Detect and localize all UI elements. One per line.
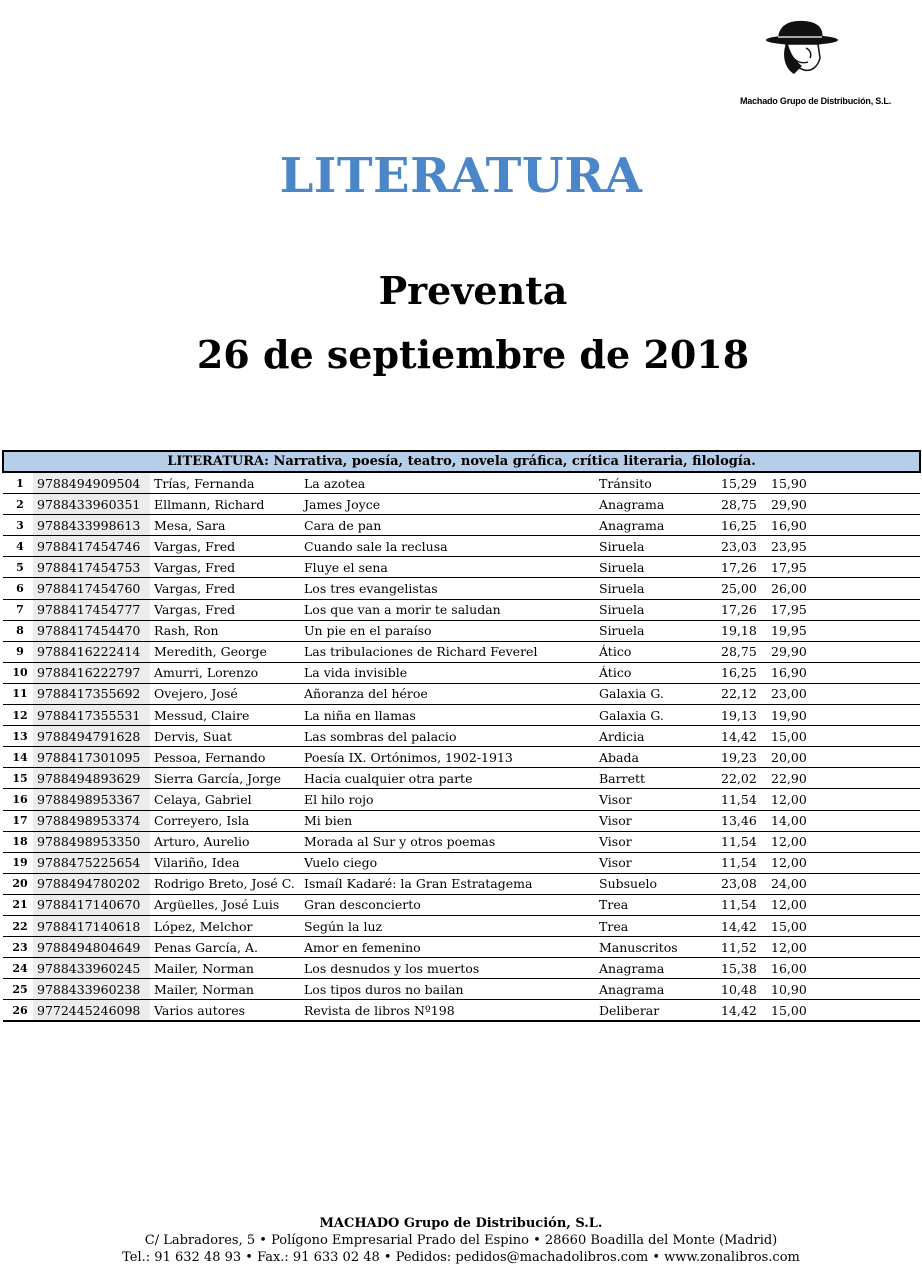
price-cell: 12,00: [767, 894, 920, 915]
price-cell: 14,00: [767, 810, 920, 831]
publisher-cell: Galaxia G.: [595, 683, 717, 704]
isbn-cell: 9788494909504: [33, 472, 150, 494]
isbn-cell: 9788417140670: [33, 894, 150, 915]
table-body: [3, 472, 920, 1021]
publisher-cell: Ático: [595, 641, 717, 662]
publisher-cell: Deliberar: [595, 1000, 717, 1022]
author-cell: Correyero, Isla: [150, 810, 300, 831]
logo-caption: Machado Grupo de Distribución, S.L.: [740, 96, 892, 106]
isbn-cell: 9788416222414: [33, 641, 150, 662]
title-cell: La vida invisible: [300, 662, 595, 683]
isbn-cell: 9788433960238: [33, 979, 150, 1000]
price-cell: 12,00: [767, 937, 920, 958]
publisher-cell: Trea: [595, 894, 717, 915]
table-row: [3, 705, 920, 726]
row-number: 17: [3, 810, 33, 831]
company-logo: [740, 18, 892, 106]
row-number: 3: [3, 515, 33, 536]
publisher-cell: Visor: [595, 789, 717, 810]
isbn-cell: 9788498953374: [33, 810, 150, 831]
isbn-cell: 9788498953367: [33, 789, 150, 810]
publisher-cell: Galaxia G.: [595, 705, 717, 726]
price-net-cell: 25,00: [717, 578, 767, 599]
title-cell: Los desnudos y los muertos: [300, 958, 595, 979]
author-cell: Vargas, Fred: [150, 536, 300, 557]
table-row: [3, 789, 920, 810]
author-cell: Pessoa, Fernando: [150, 747, 300, 768]
author-cell: Rodrigo Breto, José C.: [150, 873, 300, 894]
title-cell: Añoranza del héroe: [300, 683, 595, 704]
table-row: [3, 1000, 920, 1022]
author-cell: Penas García, A.: [150, 937, 300, 958]
author-cell: Sierra García, Jorge: [150, 768, 300, 789]
row-number: 12: [3, 705, 33, 726]
row-number: 1: [3, 472, 33, 494]
price-net-cell: 13,46: [717, 810, 767, 831]
isbn-cell: 9788417454470: [33, 620, 150, 641]
price-net-cell: 28,75: [717, 641, 767, 662]
price-cell: 12,00: [767, 852, 920, 873]
publisher-cell: Visor: [595, 852, 717, 873]
title-cell: Poesía IX. Ortónimos, 1902-1913: [300, 747, 595, 768]
table-row: [3, 894, 920, 915]
price-net-cell: 14,42: [717, 915, 767, 936]
author-cell: Mailer, Norman: [150, 958, 300, 979]
isbn-cell: 9788417355692: [33, 683, 150, 704]
isbn-cell: 9772445246098: [33, 1000, 150, 1022]
isbn-cell: 9788494780202: [33, 873, 150, 894]
table-row: [3, 937, 920, 958]
title-cell: Ismaíl Kadaré: la Gran Estratagema: [300, 873, 595, 894]
publisher-cell: Abada: [595, 747, 717, 768]
title-cell: Cara de pan: [300, 515, 595, 536]
title-cell: Los tres evangelistas: [300, 578, 595, 599]
price-cell: 16,00: [767, 958, 920, 979]
isbn-cell: 9788433960351: [33, 494, 150, 515]
table-row: [3, 873, 920, 894]
table-row: [3, 979, 920, 1000]
table-row: [3, 831, 920, 852]
footer-address: C/ Labradores, 5 • Polígono Empresarial Prado del Espino • 28660 Boadilla del Monte (Madrid): [144, 1233, 778, 1248]
publisher-cell: Manuscritos: [595, 937, 717, 958]
publisher-cell: Anagrama: [595, 515, 717, 536]
row-number: 25: [3, 979, 33, 1000]
title-cell: Morada al Sur y otros poemas: [300, 831, 595, 852]
title-cell: Las sombras del palacio: [300, 726, 595, 747]
title-cell: La niña en llamas: [300, 705, 595, 726]
publisher-cell: Tránsito: [595, 472, 717, 494]
price-cell: 12,00: [767, 831, 920, 852]
hat-man-icon: [764, 18, 840, 80]
row-number: 19: [3, 852, 33, 873]
subtitle-date: 26 de septiembre de 2018: [196, 332, 750, 377]
table-row: [3, 557, 920, 578]
title-cell: La azotea: [300, 472, 595, 494]
author-cell: Vilariño, Idea: [150, 852, 300, 873]
author-cell: Varios autores: [150, 1000, 300, 1022]
author-cell: Vargas, Fred: [150, 599, 300, 620]
price-cell: 10,90: [767, 979, 920, 1000]
footer-contact: Tel.: 91 632 48 93 • Fax.: 91 633 02 48 • Pedidos: pedidos@machadolibros.com • www.zonalibros.com: [122, 1250, 800, 1265]
table-row: [3, 958, 920, 979]
row-number: 7: [3, 599, 33, 620]
price-cell: 29,90: [767, 494, 920, 515]
title-cell: Revista de libros Nº198: [300, 1000, 595, 1022]
author-cell: Arturo, Aurelio: [150, 831, 300, 852]
title-cell: El hilo rojo: [300, 789, 595, 810]
title-cell: Los que van a morir te saludan: [300, 599, 595, 620]
price-net-cell: 14,42: [717, 1000, 767, 1022]
title-cell: Según la luz: [300, 915, 595, 936]
footer-company: MACHADO Grupo de Distribución, S.L.: [319, 1216, 603, 1231]
publisher-cell: Siruela: [595, 578, 717, 599]
publisher-cell: Anagrama: [595, 979, 717, 1000]
price-cell: 15,00: [767, 915, 920, 936]
title-cell: Cuando sale la reclusa: [300, 536, 595, 557]
isbn-cell: 9788433998613: [33, 515, 150, 536]
price-net-cell: 23,03: [717, 536, 767, 557]
row-number: 4: [3, 536, 33, 557]
price-net-cell: 10,48: [717, 979, 767, 1000]
row-number: 26: [3, 1000, 33, 1022]
author-cell: Rash, Ron: [150, 620, 300, 641]
table-row: [3, 747, 920, 768]
table-row: [3, 536, 920, 557]
row-number: 10: [3, 662, 33, 683]
row-number: 5: [3, 557, 33, 578]
price-cell: 23,00: [767, 683, 920, 704]
row-number: 13: [3, 726, 33, 747]
author-cell: Ovejero, José: [150, 683, 300, 704]
row-number: 24: [3, 958, 33, 979]
table-row: [3, 915, 920, 936]
isbn-cell: 9788417454753: [33, 557, 150, 578]
row-number: 15: [3, 768, 33, 789]
title-cell: Las tribulaciones de Richard Feverel: [300, 641, 595, 662]
price-cell: 23,95: [767, 536, 920, 557]
publisher-cell: Trea: [595, 915, 717, 936]
publisher-cell: Subsuelo: [595, 873, 717, 894]
price-net-cell: 11,54: [717, 789, 767, 810]
row-number: 20: [3, 873, 33, 894]
row-number: 9: [3, 641, 33, 662]
page-title: LITERATURA: [279, 148, 643, 204]
isbn-cell: 9788433960245: [33, 958, 150, 979]
publisher-cell: Siruela: [595, 620, 717, 641]
author-cell: Mesa, Sara: [150, 515, 300, 536]
isbn-cell: 9788416222797: [33, 662, 150, 683]
title-cell: Los tipos duros no bailan: [300, 979, 595, 1000]
price-net-cell: 16,25: [717, 515, 767, 536]
row-number: 18: [3, 831, 33, 852]
books-table: [2, 450, 921, 1022]
publisher-cell: Siruela: [595, 599, 717, 620]
publisher-cell: Visor: [595, 810, 717, 831]
row-number: 21: [3, 894, 33, 915]
price-net-cell: 19,18: [717, 620, 767, 641]
publisher-cell: Siruela: [595, 536, 717, 557]
author-cell: Dervis, Suat: [150, 726, 300, 747]
price-net-cell: 11,54: [717, 852, 767, 873]
price-net-cell: 15,38: [717, 958, 767, 979]
price-net-cell: 11,54: [717, 894, 767, 915]
price-cell: 26,00: [767, 578, 920, 599]
publisher-cell: Barrett: [595, 768, 717, 789]
price-net-cell: 11,52: [717, 937, 767, 958]
row-number: 8: [3, 620, 33, 641]
price-cell: 15,90: [767, 472, 920, 494]
row-number: 23: [3, 937, 33, 958]
row-number: 6: [3, 578, 33, 599]
row-number: 2: [3, 494, 33, 515]
table-row: [3, 620, 920, 641]
table-row: [3, 472, 920, 494]
title-cell: James Joyce: [300, 494, 595, 515]
price-cell: 16,90: [767, 515, 920, 536]
title-cell: Un pie en el paraíso: [300, 620, 595, 641]
isbn-cell: 9788417301095: [33, 747, 150, 768]
author-cell: Messud, Claire: [150, 705, 300, 726]
isbn-cell: 9788475225654: [33, 852, 150, 873]
table-row: [3, 726, 920, 747]
price-cell: 29,90: [767, 641, 920, 662]
table-row: [3, 641, 920, 662]
price-cell: 17,95: [767, 599, 920, 620]
subtitle-preventa: Preventa: [378, 268, 568, 313]
price-net-cell: 23,08: [717, 873, 767, 894]
row-number: 14: [3, 747, 33, 768]
author-cell: Vargas, Fred: [150, 578, 300, 599]
isbn-cell: 9788498953350: [33, 831, 150, 852]
table-row: [3, 852, 920, 873]
isbn-cell: 9788417355531: [33, 705, 150, 726]
price-net-cell: 22,12: [717, 683, 767, 704]
table-row: [3, 494, 920, 515]
publisher-cell: Visor: [595, 831, 717, 852]
price-net-cell: 19,23: [717, 747, 767, 768]
isbn-cell: 9788494893629: [33, 768, 150, 789]
author-cell: Mailer, Norman: [150, 979, 300, 1000]
price-net-cell: 22,02: [717, 768, 767, 789]
isbn-cell: 9788417454777: [33, 599, 150, 620]
table-section-header: LITERATURA: Narrativa, poesía, teatro, novela gráfica, crítica literaria, filología.: [3, 451, 920, 472]
title-cell: Mi bien: [300, 810, 595, 831]
row-number: 11: [3, 683, 33, 704]
table-row: [3, 578, 920, 599]
isbn-cell: 9788494791628: [33, 726, 150, 747]
author-cell: Amurri, Lorenzo: [150, 662, 300, 683]
table-row: [3, 810, 920, 831]
table-row: [3, 683, 920, 704]
isbn-cell: 9788417140618: [33, 915, 150, 936]
author-cell: Ellmann, Richard: [150, 494, 300, 515]
table-row: [3, 599, 920, 620]
publisher-cell: Anagrama: [595, 494, 717, 515]
isbn-cell: 9788417454760: [33, 578, 150, 599]
price-cell: 24,00: [767, 873, 920, 894]
title-cell: Gran desconcierto: [300, 894, 595, 915]
price-cell: 15,00: [767, 726, 920, 747]
publisher-cell: Anagrama: [595, 958, 717, 979]
price-cell: 22,90: [767, 768, 920, 789]
price-cell: 15,00: [767, 1000, 920, 1022]
title-cell: Hacia cualquier otra parte: [300, 768, 595, 789]
isbn-cell: 9788417454746: [33, 536, 150, 557]
title-cell: Fluye el sena: [300, 557, 595, 578]
author-cell: Argüelles, José Luis: [150, 894, 300, 915]
title-cell: Vuelo ciego: [300, 852, 595, 873]
price-net-cell: 17,26: [717, 557, 767, 578]
author-cell: Meredith, George: [150, 641, 300, 662]
price-net-cell: 16,25: [717, 662, 767, 683]
table-row: [3, 515, 920, 536]
price-net-cell: 11,54: [717, 831, 767, 852]
price-net-cell: 14,42: [717, 726, 767, 747]
author-cell: Vargas, Fred: [150, 557, 300, 578]
table-row: [3, 768, 920, 789]
price-cell: 19,95: [767, 620, 920, 641]
title-cell: Amor en femenino: [300, 937, 595, 958]
author-cell: López, Melchor: [150, 915, 300, 936]
row-number: 22: [3, 915, 33, 936]
price-net-cell: 15,29: [717, 472, 767, 494]
price-net-cell: 17,26: [717, 599, 767, 620]
row-number: 16: [3, 789, 33, 810]
author-cell: Celaya, Gabriel: [150, 789, 300, 810]
price-cell: 17,95: [767, 557, 920, 578]
price-cell: 16,90: [767, 662, 920, 683]
price-net-cell: 19,13: [717, 705, 767, 726]
publisher-cell: Siruela: [595, 557, 717, 578]
table-row: [3, 662, 920, 683]
publisher-cell: Ático: [595, 662, 717, 683]
price-cell: 12,00: [767, 789, 920, 810]
price-net-cell: 28,75: [717, 494, 767, 515]
price-cell: 20,00: [767, 747, 920, 768]
isbn-cell: 9788494804649: [33, 937, 150, 958]
publisher-cell: Ardicia: [595, 726, 717, 747]
author-cell: Trías, Fernanda: [150, 472, 300, 494]
price-cell: 19,90: [767, 705, 920, 726]
